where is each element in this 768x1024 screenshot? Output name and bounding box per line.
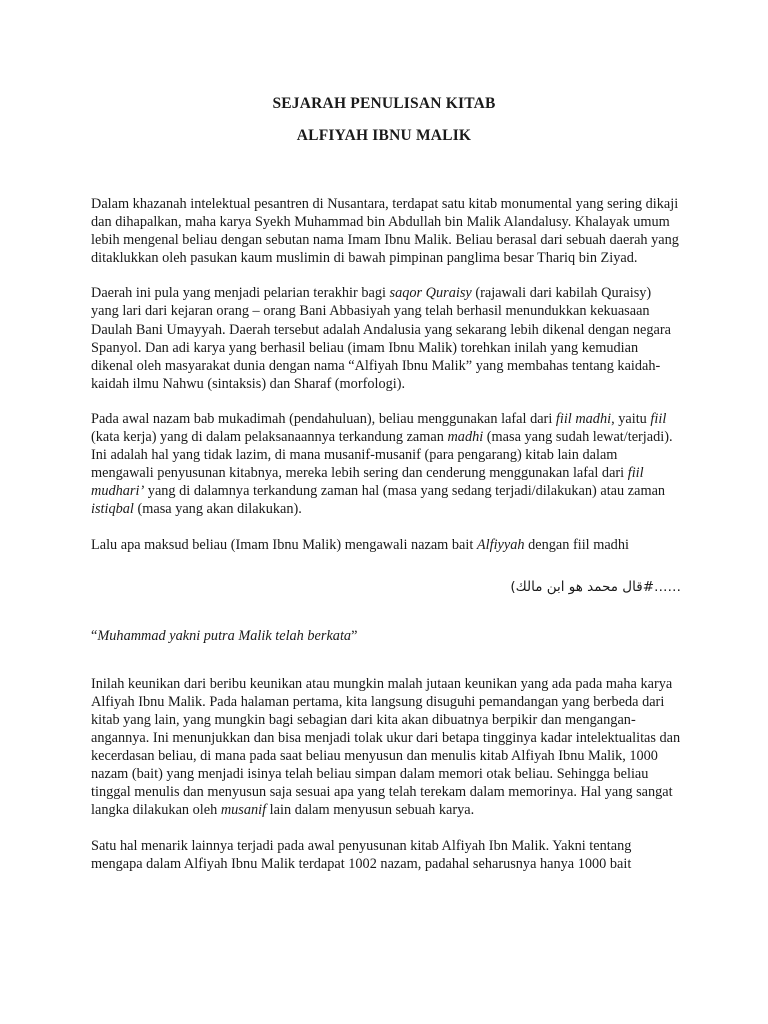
paragraph-2-italic-saqor-quraisy: saqor Quraisy [389,285,472,302]
paragraph-5 [91,675,681,820]
arabic-verse-line: (قال محمد هو ابن مالك#…… [510,578,681,595]
paragraph-3-text-e: (kata kerja) yang di dalam pelaksanaannya terkandung zaman [91,429,448,446]
paragraph-4-text-c: dengan fiil madhi [524,536,629,553]
paragraph-3-italic-fiil: fiil [650,410,667,427]
title-line-2: ALFIYAH IBNU MALIK [296,127,472,144]
paragraph-2 [91,284,681,393]
paragraph-6: Satu hal menarik lainnya terjadi pada awal penyusunan kitab Alfiyah Ibn Malik. Yakni tentang mengapa dalam Alfiyah Ibnu Malik terdapat 1002 nazam, padahal seharusnya hanya 1000 bait [91,837,632,872]
paragraph-5-text-c: lain dalam menyusun sebuah karya. [266,802,475,819]
paragraph-4-italic-alfiyyah: Alfiyyah [476,536,525,553]
paragraph-3-text-c: , yaitu [611,410,651,427]
verse-translation-quote [91,627,681,645]
paragraph-3-text-g: (masa yang sudah lewat/terjadi). Ini adalah hal yang tidak lazim, di mana musanif-musanif (para pengarang) kitab lain dalam mengawali penyusunan kitabnya, mereka lebih sering dan cenderung menggunakan lafal dari [91,429,673,482]
paragraph-4 [91,536,681,554]
title-line-1: SEJARAH PENULISAN KITAB [272,95,496,112]
paragraph-4-text-a: Lalu apa maksud beliau (Imam Ibnu Malik) mengawali nazam bait [91,536,477,553]
paragraph-5-italic-musanif: musanif [220,802,267,819]
paragraph-3-text-k: (masa yang akan dilakukan). [133,501,302,518]
quote-close-mark: ” [351,627,358,644]
paragraph-3-italic-fiil-madhi: fiil madhi [555,410,612,427]
paragraph-3 [91,410,681,519]
quote-text: Muhammad yakni putra Malik telah berkata [97,627,352,644]
paragraph-3-italic-madhi: madhi [447,429,484,446]
paragraph-2-text-a: Daerah ini pula yang menjadi pelarian terakhir bagi [91,285,390,302]
document-title [0,94,768,146]
paragraph-3-italic-istiqbal: istiqbal [91,501,134,518]
paragraph-5-text-a: Inilah keunikan dari beribu keunikan atau mungkin malah jutaan keunikan yang ada pada maha karya Alfiyah Ibnu Malik. Pada halaman pertama, kita langsung disuguhi pemandangan yang berbeda dari kitab yang lain, yang mungkin bagi sebagian dari kita akan dibuatnya berpikir dan mengangan-angannya. Ini menunjukkan dan bisa menjadi tolak ukur dari betapa tingginya kadar intelektualitas dan kecerdasan beliau, di mana pada saat beliau menyusun dan menulis kitab Alfiyah Ibnu Malik, 1000 nazam (bait) yang menjadi isinya telah beliau simpan dalam memori otak beliau. Sehingga beliau tinggal menulis dan menyusun saja sesuai apa yang telah terekam dalam memorinya. Hal yang sangat langka dilakukan oleh [91,675,681,819]
paragraph-2-text-c: (rajawali dari kabilah Quraisy) yang lari dari kejaran orang – orang Bani Abbasiyah yang telah berhasil menundukkan kekuasaan Daulah Bani Umayyah. Daerah tersebut adalah Andalusia yang sekarang lebih dikenal dengan negara Spanyol. Dan adi karya yang berhasil beliau (imam Ibnu Malik) torehkan inilah yang kemudian dikenal oleh masyarakat dunia dengan nama “Alfiyah Ibnu Malik” yang membahas tentang kaidah-kaidah ilmu Nahwu (sintaksis) dan Sharaf (morfologi). [91,285,671,392]
paragraph-3-italic-fiil-mudhari: fiil mudhari’ [91,465,644,500]
paragraph-1: Dalam khazanah intelektual pesantren di Nusantara, terdapat satu kitab monumental yang sering dikaji dan dihapalkan, maha karya Syekh Muhammad bin Abdullah bin Malik Alandalusy. Khalayak umum lebih mengenal beliau dengan sebutan nama Imam Ibnu Malik. Beliau berasal dari sebuah daerah yang ditaklukkan oleh pasukan kaum muslimin di bawah pimpinan panglima besar Thariq bin Ziyad. [91,196,679,267]
document-body [91,195,681,890]
paragraph-3-text-a: Pada awal nazam bab mukadimah (pendahuluan), beliau menggunakan lafal dari [91,410,556,427]
quote-open-mark: “ [91,627,98,644]
paragraph-3-text-i: yang di dalamnya terkandung zaman hal (masa yang sedang terjadi/dilakukan) atau zaman [144,483,666,500]
